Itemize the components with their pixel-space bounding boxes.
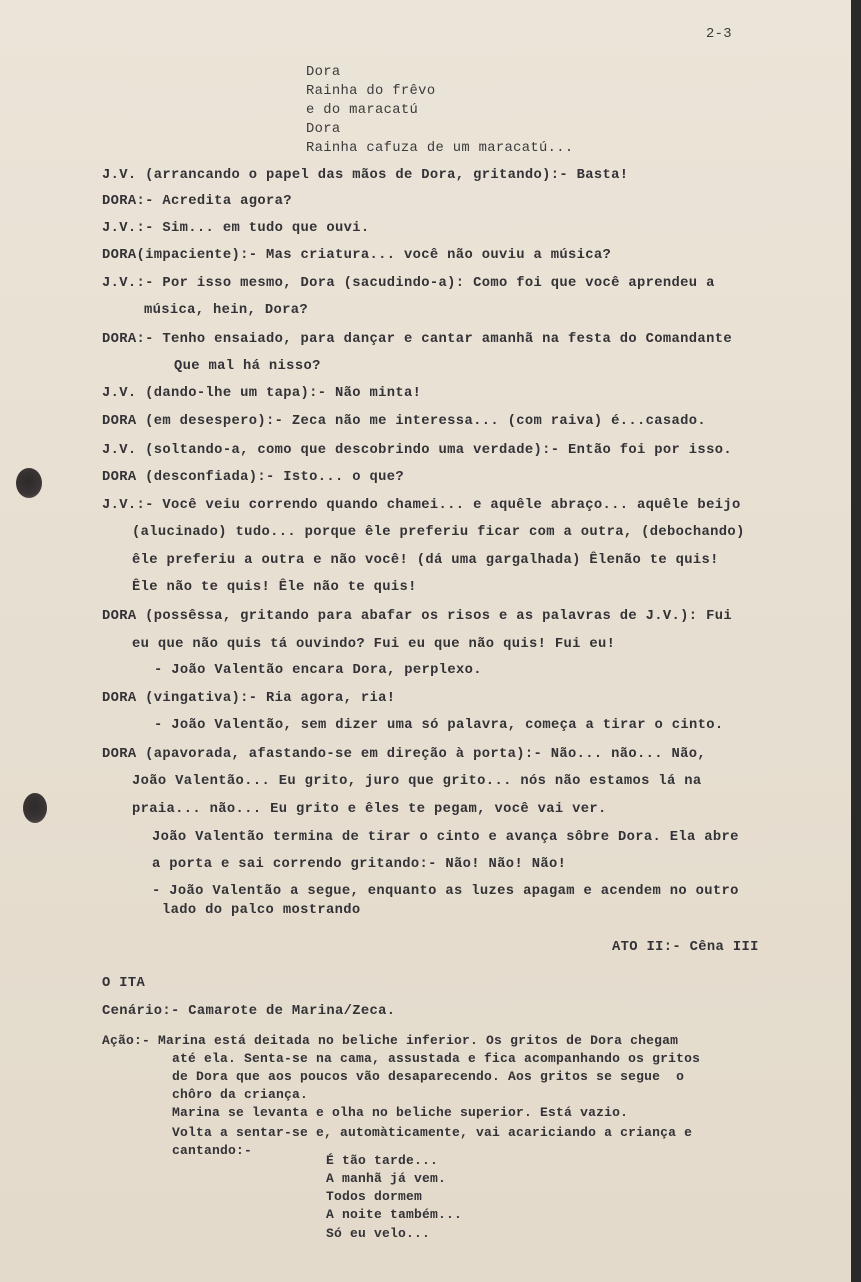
page-number: 2-3 [706, 27, 732, 42]
dialogue-line-10: DORA (em desespero):- Zeca não me interessa... (com raiva) é...casado. [102, 414, 707, 429]
action-line-4: chôro da criança. [172, 1087, 309, 1102]
dialogue-line-9: J.V. (dando-lhe um tapa):- Não minta! [102, 386, 422, 401]
act-scene-heading: ATO II:- Cêna III [612, 940, 759, 955]
action-line-2: até ela. Senta-se na cama, assustada e fica acompanhando os gritos [172, 1051, 701, 1066]
dialogue-line-6: música, hein, Dora? [144, 303, 308, 318]
verse-line-5: Rainha cafuza de um maracatú... [306, 141, 574, 156]
dialogue-line-17: DORA (possêssa, gritando para abafar os risos e as palavras de J.V.): Fui [102, 609, 732, 624]
dialogue-line-1: J.V. (arrancando o papel das mãos de Dora, gritando):- Basta! [102, 168, 629, 183]
verse-line-4: Dora [306, 122, 341, 137]
action-line-6: Volta a sentar-se e, automàticamente, vai acariciando a criança e [172, 1125, 693, 1140]
punch-hole-bottom [23, 793, 47, 823]
lullaby-line-1: É tão tarde... [326, 1153, 439, 1168]
lullaby-line-5: Só eu velo... [326, 1226, 431, 1241]
dialogue-line-18: eu que não quis tá ouvindo? Fui eu que não quis! Fui eu! [132, 637, 616, 652]
dialogue-line-19: - João Valentão encara Dora, perplexo. [154, 663, 482, 678]
dialogue-line-27: - João Valentão a segue, enquanto as luzes apagam e acendem no outro [152, 884, 739, 899]
verse-line-2: Rainha do frêvo [306, 84, 436, 99]
dialogue-line-23: João Valentão... Eu grito, juro que grito... nós não estamos lá na [132, 774, 702, 789]
dialogue-line-13: J.V.:- Você veiu correndo quando chamei... e aquêle abraço... aquêle beijo [102, 498, 741, 513]
dialogue-line-11: J.V. (soltando-a, como que descobrindo uma verdade):- Então foi por isso. [102, 443, 732, 458]
dialogue-line-3: J.V.:- Sim... em tudo que ouvi. [102, 221, 370, 236]
dialogue-line-22: DORA (apavorada, afastando-se em direção à porta):- Não... não... Não, [102, 747, 707, 762]
punch-hole-top [16, 468, 42, 498]
scenario-line: Cenário:- Camarote de Marina/Zeca. [102, 1004, 396, 1019]
verse-line-3: e do maracatú [306, 103, 419, 118]
lullaby-line-2: A manhã já vem. [326, 1171, 447, 1186]
action-line-7: cantando:- [172, 1143, 253, 1158]
dialogue-line-20: DORA (vingativa):- Ria agora, ria! [102, 691, 396, 706]
dialogue-line-7: DORA:- Tenho ensaiado, para dançar e cantar amanhã na festa do Comandante [102, 332, 732, 347]
lullaby-line-4: A noite também... [326, 1207, 463, 1222]
dialogue-line-26: a porta e sai correndo gritando:- Não! Não! Não! [152, 857, 567, 872]
dialogue-line-4: DORA(impaciente):- Mas criatura... você não ouviu a música? [102, 248, 612, 263]
dialogue-line-16: Êle não te quis! Êle não te quis! [132, 580, 417, 595]
action-line-3: de Dora que aos poucos vão desaparecendo. Aos gritos se segue o [172, 1069, 685, 1084]
dialogue-line-28: lado do palco mostrando [162, 903, 361, 918]
verse-line-1: Dora [306, 65, 341, 80]
dialogue-line-5: J.V.:- Por isso mesmo, Dora (sacudindo-a): Como foi que você aprendeu a [102, 276, 715, 291]
dialogue-line-24: praia... não... Eu grito e êles te pegam, você vai ver. [132, 802, 607, 817]
dialogue-line-21: - João Valentão, sem dizer uma só palavra, começa a tirar o cinto. [154, 718, 724, 733]
scan-edge [851, 0, 861, 1282]
dialogue-line-15: êle preferiu a outra e não você! (dá uma gargalhada) Êlenão te quis! [132, 553, 719, 568]
dialogue-line-25: João Valentão termina de tirar o cinto e avança sôbre Dora. Ela abre [152, 830, 739, 845]
lullaby-line-3: Todos dormem [326, 1189, 423, 1204]
dialogue-line-2: DORA:- Acredita agora? [102, 194, 292, 209]
dialogue-line-12: DORA (desconfiada):- Isto... o que? [102, 470, 405, 485]
dialogue-line-8: Que mal há nisso? [174, 359, 321, 374]
dialogue-line-14: (alucinado) tudo... porque êle preferiu ficar com a outra, (debochando) [132, 525, 745, 540]
location-heading: O ITA [102, 976, 146, 991]
action-line-5: Marina se levanta e olha no beliche superior. Está vazio. [172, 1105, 629, 1120]
action-line-1: Ação:- Marina está deitada no beliche inferior. Os gritos de Dora chegam [102, 1033, 679, 1048]
